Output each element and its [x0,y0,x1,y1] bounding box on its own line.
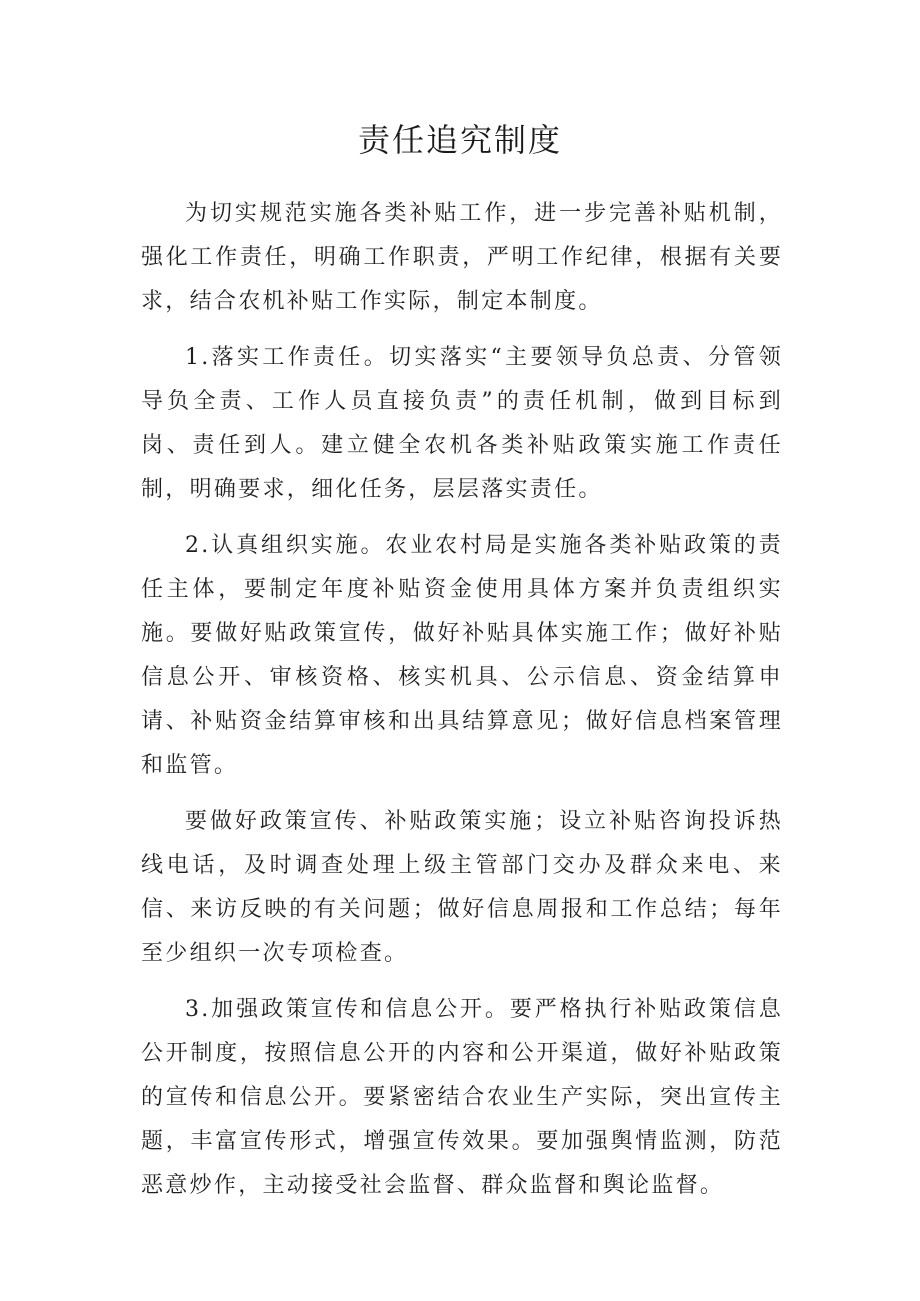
paragraph-section-2: 2.认真组织实施。农业农村局是实施各类补贴政策的责任主体，要制定年度补贴资金使用具体方案并负责组织实施。要做好贴政策宣传，做好补贴具体实施工作；做好补贴信息公开、审核资格、核实机具、公示信息、资金结算申请、补贴资金结算审核和出具结算意见；做好信息档案管理和监管。 [141,533,783,778]
paragraph-section-3: 3.加强政策宣传和信息公开。要严格执行补贴政策信息公开制度，按照信息公开的内容和公开渠道，做好补贴政策的宣传和信息公开。要紧密结合农业生产实际，突出宣传主题，丰富宣传形式，增强宣传效果。要加强舆情监测，防范恶意炒作，主动接受社会监督、群众监督和舆论监督。 [141,997,783,1198]
document-title: 责任追究制度 [357,121,562,159]
document-body [141,192,783,1220]
paragraph-intro: 为切实规范实施各类补贴工作，进一步完善补贴机制，强化工作责任，明确工作职责，严明工作纪律，根据有关要求，结合农机补贴工作实际，制定本制度。 [141,201,783,314]
paragraph-section-1: 1.落实工作责任。切实落实“主要领导负总责、分管领导负全责、工作人员直接负责”的责任机制，做到目标到岗、责任到人。建立健全农机各类补贴政策实施工作责任制，明确要求，细化任务，层层落实责任。 [141,345,783,502]
paragraph-section-2-continued: 要做好政策宣传、补贴政策实施；设立补贴咨询投诉热线电话，及时调查处理上级主管部门交办及群众来电、来信、来访反映的有关问题；做好信息周报和工作总结；每年至少组织一次专项检查。 [141,809,783,966]
